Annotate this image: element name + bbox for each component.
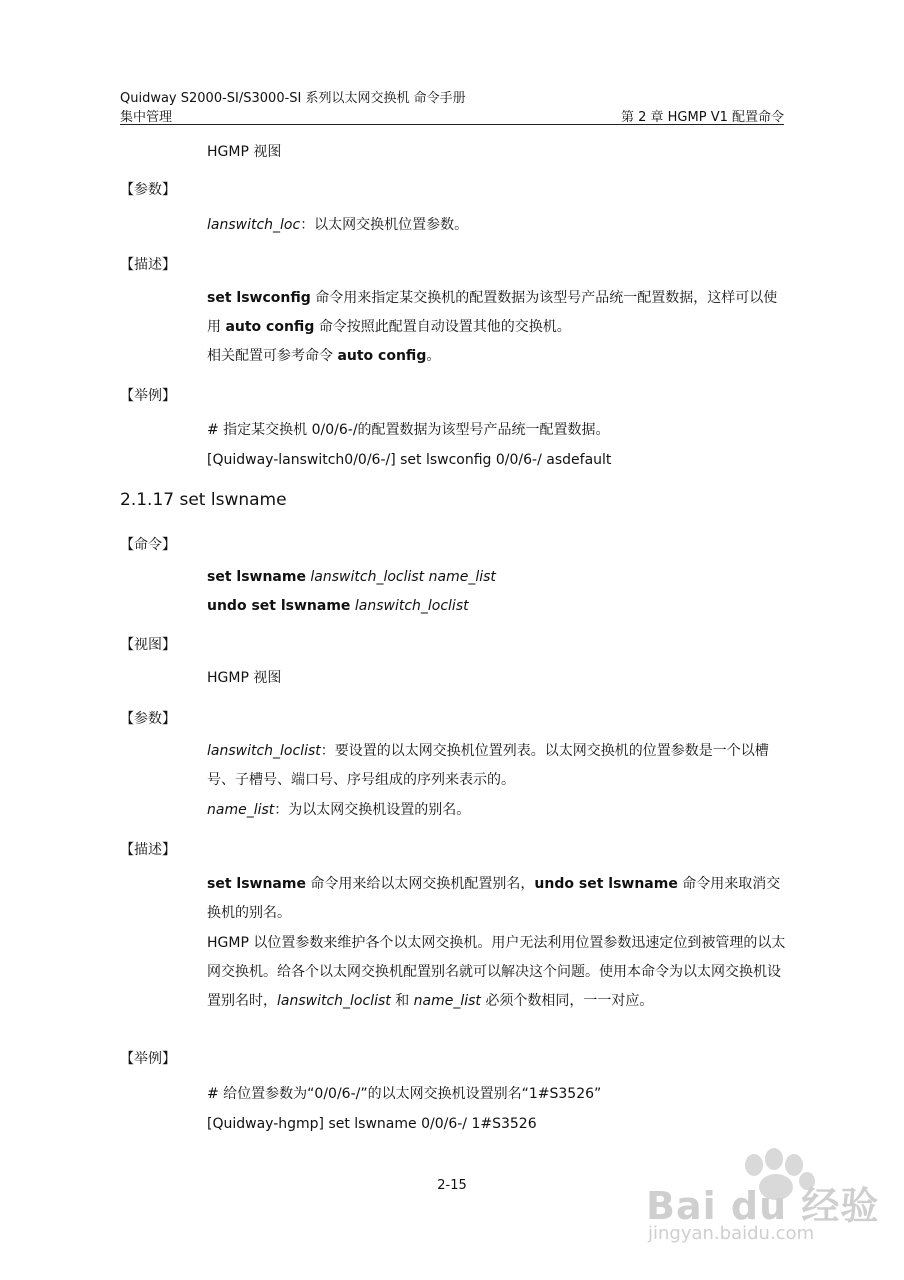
- section-label-desc-1: 【描述】: [120, 257, 176, 273]
- desc-paragraph-3: [207, 870, 787, 928]
- section-label-desc-2: 【描述】: [120, 842, 176, 858]
- param-desc: ：为以太网交换机设置的别名。: [274, 802, 471, 818]
- example-comment-1: # 指定某交换机 0/0/6-/的配置数据为该型号产品统一配置数据。: [207, 422, 610, 438]
- view-value-2: HGMP 视图: [207, 670, 282, 686]
- header-chapter: 第 2 章 HGMP V1 配置命令: [620, 110, 784, 125]
- desc-paragraph-2: [207, 342, 440, 371]
- cmd-ref: auto config: [337, 348, 427, 364]
- param-line-1: [207, 211, 468, 240]
- cmd-keyword: set lswname: [207, 569, 306, 585]
- param-ref: name_list: [413, 993, 481, 1009]
- param-desc: ：以太网交换机位置参数。: [300, 217, 469, 233]
- param-ref: lanswitch_loclist: [277, 993, 391, 1009]
- view-value-1: HGMP 视图: [207, 144, 282, 160]
- desc-text: 和: [390, 993, 414, 1009]
- header-title: Quidway S2000-SI/S3000-SI 系列以太网交换机 命令手册: [120, 91, 466, 106]
- cmd-args: lanswitch_loclist: [350, 598, 469, 614]
- command-syntax-2: [207, 592, 469, 621]
- section-label-example-2: 【举例】: [120, 1051, 176, 1067]
- page-number: 2-15: [437, 1178, 467, 1193]
- desc-paragraph-1: [207, 284, 787, 342]
- cmd-ref: set lswname: [207, 876, 306, 892]
- desc-text: 必须个数相同，一一对应。: [480, 993, 654, 1009]
- header-chapter-group: 集中管理: [120, 110, 173, 125]
- command-syntax-1: [207, 563, 496, 592]
- desc-text: 。: [426, 348, 441, 364]
- param-paragraph-2: [207, 796, 470, 825]
- cmd-ref: undo set lswname: [534, 876, 678, 892]
- section-label-params-2: 【参数】: [120, 711, 176, 727]
- example-comment-2: # 给位置参数为“0/0/6-/”的以太网交换机设置别名“1#S3526”: [207, 1086, 602, 1102]
- desc-paragraph-4: [207, 929, 787, 1016]
- desc-text: 命令用来取消交换机的别名。: [207, 876, 781, 921]
- desc-text: 命令用来指定某交换机的配置数据为该型号产品统一配置数据，这样可以使用: [207, 290, 778, 335]
- desc-text: 命令用来给以太网交换机配置别名，: [305, 876, 535, 892]
- cmd-ref: set lswconfig: [207, 290, 311, 306]
- watermark-brand: Bai du 经验: [646, 1184, 880, 1228]
- example-command-1: [Quidway-lanswitch0/0/6-/] set lswconfig 0/0/6-/ asdefault: [207, 452, 612, 468]
- section-label-params-1: 【参数】: [120, 182, 176, 198]
- example-command-2: [Quidway-hgmp] set lswname 0/0/6-/ 1#S3526: [207, 1116, 537, 1132]
- cmd-keyword: undo set lswname: [207, 598, 351, 614]
- section-heading: 2.1.17 set lswname: [120, 490, 287, 510]
- desc-text: HGMP 以位置参数来维护各个以太网交换机。用户无法利用位置参数迅速定位到被管理的以太网交换机。给各个以太网交换机配置别名就可以解决这个问题。使用本命令为以太网交换机设置别名时，: [207, 935, 786, 1009]
- param-name: lanswitch_loc: [207, 217, 301, 233]
- baidu-watermark: [642, 1145, 880, 1255]
- section-label-example-1: 【举例】: [120, 388, 176, 404]
- param-name: lanswitch_loclist: [207, 743, 321, 759]
- param-paragraph-1: [207, 737, 787, 795]
- param-desc: ：要设置的以太网交换机位置列表。以太网交换机的位置参数是一个以槽号、子槽号、端口号、序号组成的序列来表示的。: [207, 743, 769, 788]
- desc-text: 命令按照此配置自动设置其他的交换机。: [314, 319, 571, 335]
- section-label-command: 【命令】: [120, 537, 176, 553]
- cmd-ref: auto config: [225, 319, 315, 335]
- desc-text: 相关配置可参考命令: [207, 348, 338, 364]
- header-rule: [120, 124, 784, 125]
- cmd-args: lanswitch_loclist name_list: [305, 569, 496, 585]
- section-label-view: 【视图】: [120, 637, 176, 653]
- watermark-url: jingyan.baidu.com: [648, 1223, 815, 1244]
- param-name: name_list: [207, 802, 275, 818]
